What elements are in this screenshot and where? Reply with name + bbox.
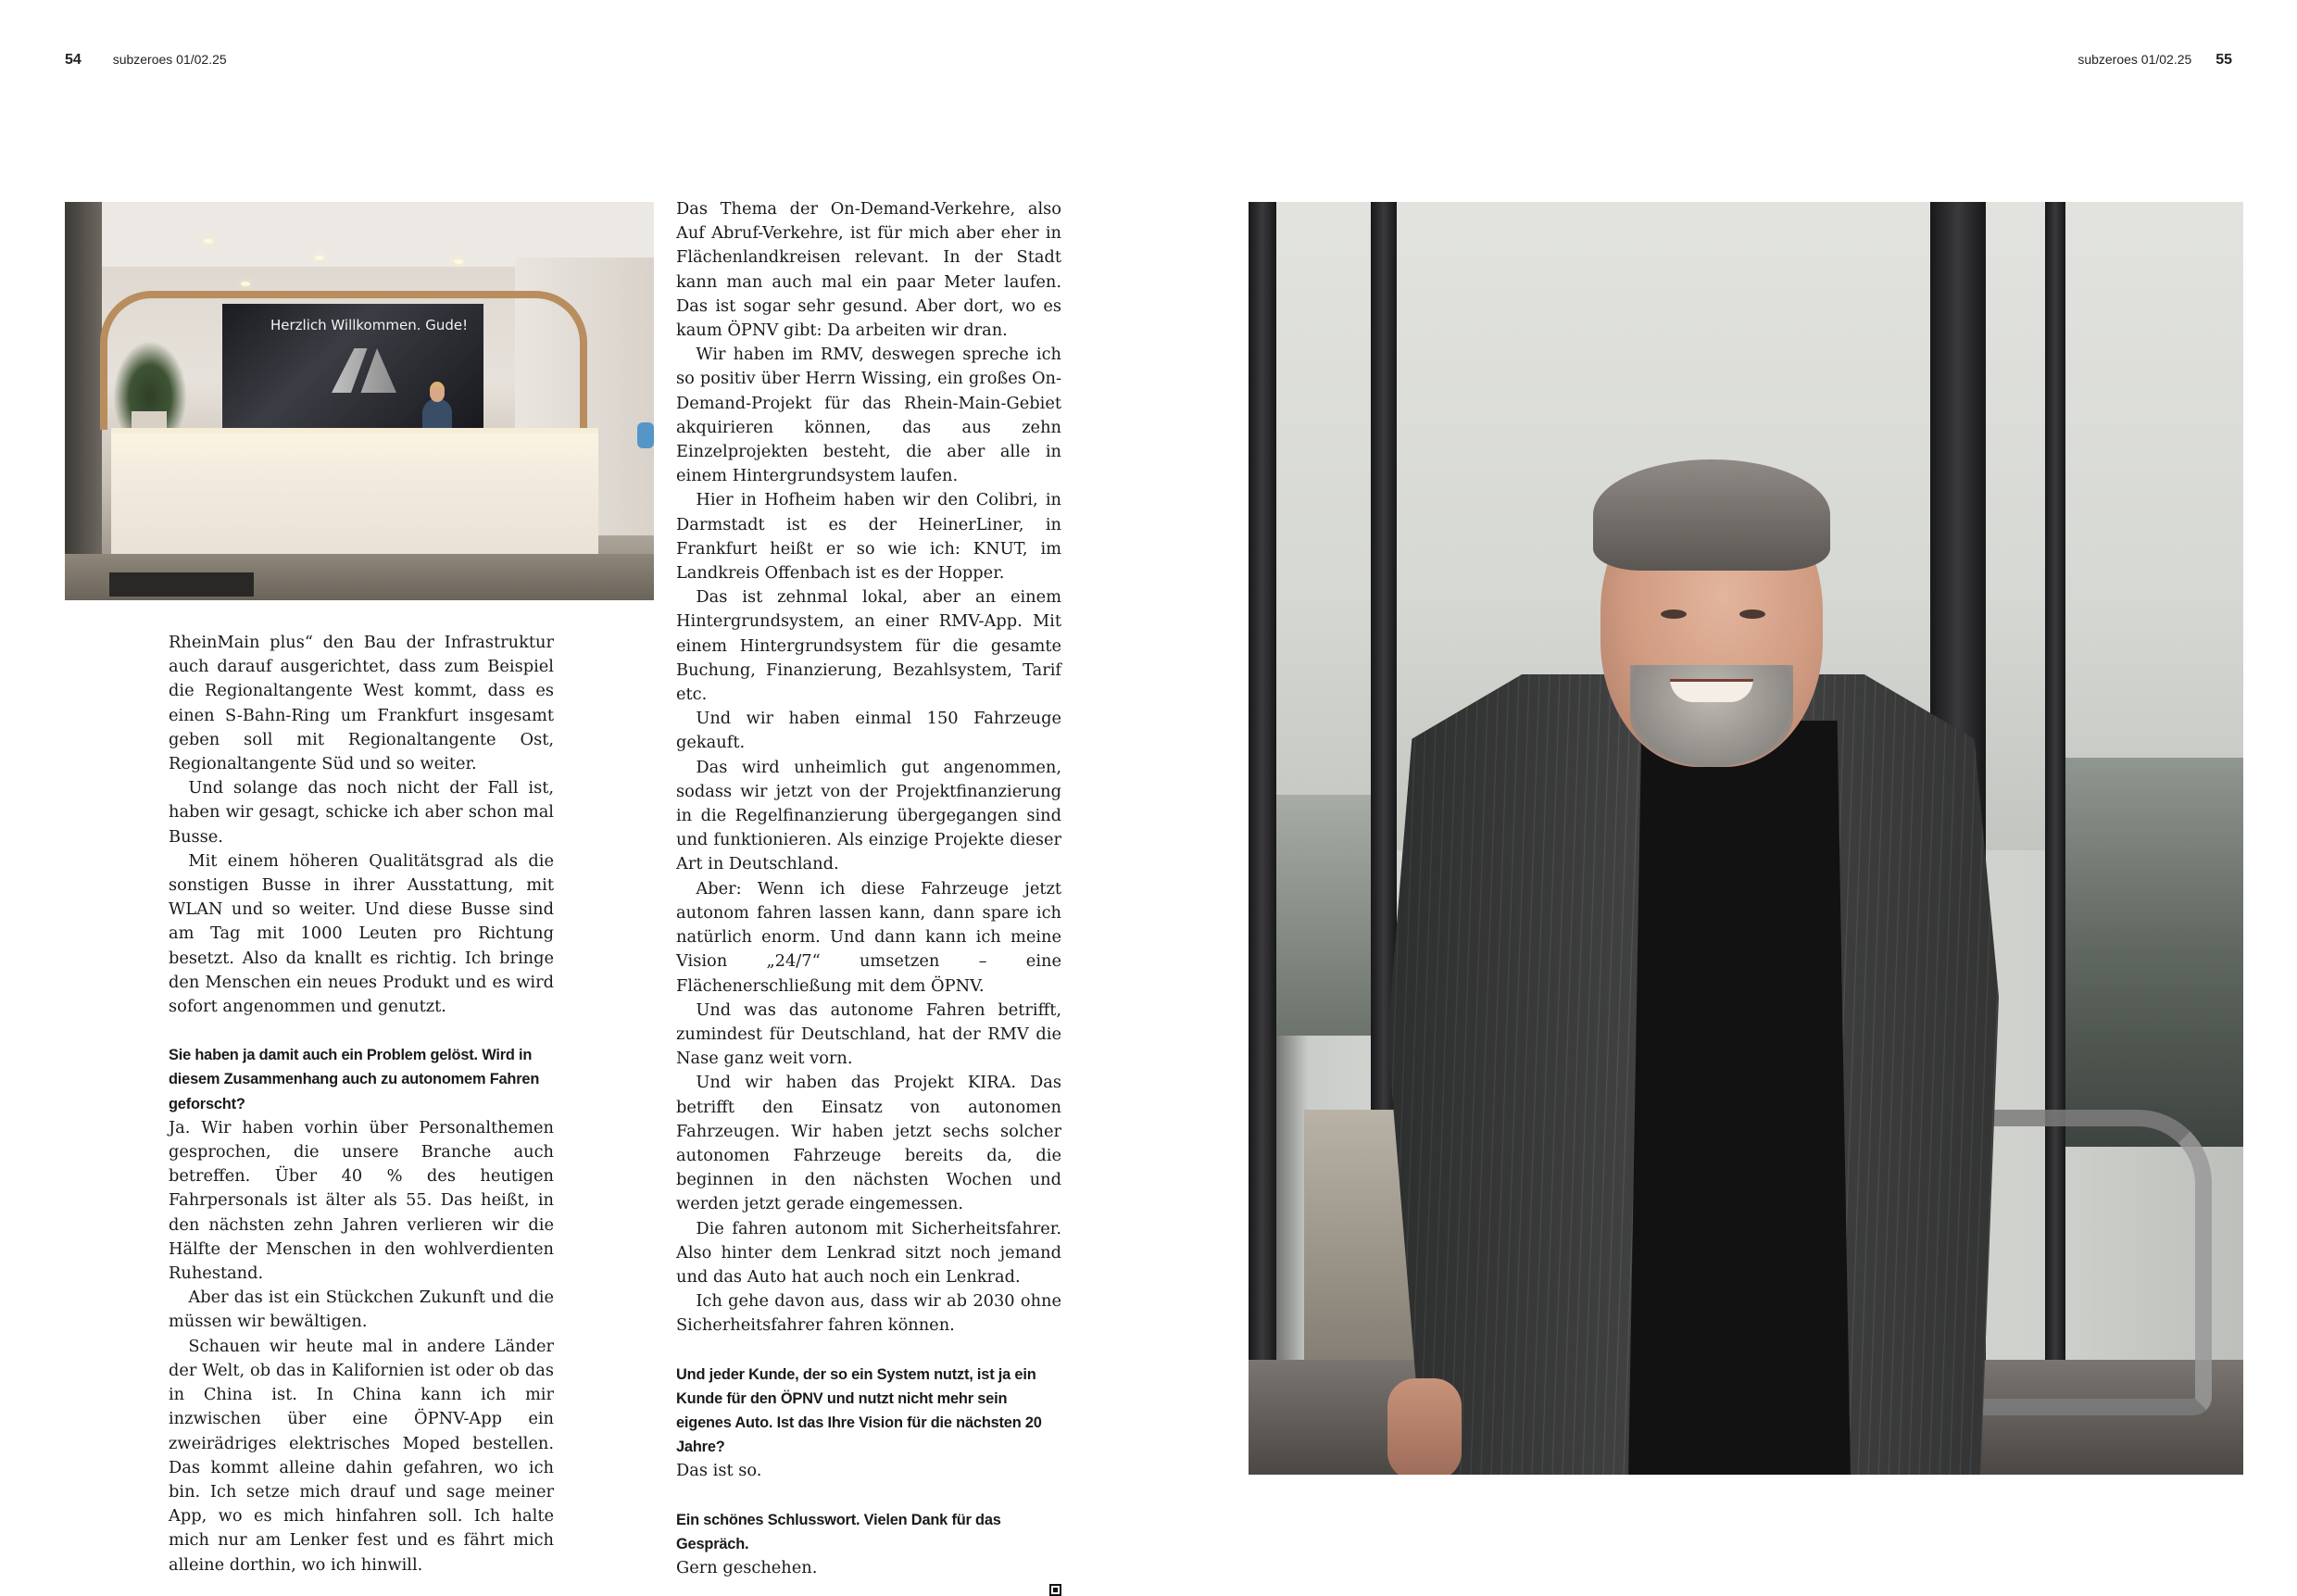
blue-chair — [637, 422, 654, 448]
paragraph: Und wir haben einmal 150 Fahrzeuge gekauft. — [676, 709, 1061, 753]
lobby-reception-photo — [65, 202, 654, 600]
paragraph: Aber das ist ein Stückchen Zukunft und die müssen wir bewältigen. — [169, 1288, 554, 1332]
paragraph: Und wir haben das Projekt KIRA. Das betrifft den Einsatz von autonomen Fahrzeugen. Wir haben jetzt sechs solcher autonomen Fahrzeuge bereits da, die beginnen in den nächsten Wochen und werden jetzt gerade eingemessen. — [676, 1073, 1061, 1214]
paragraph: Schauen wir heute mal in andere Länder der Welt, ob das in Kalifornien ist oder ob das in China ist. In China kann ich mir inzwischen über eine ÖPNV-App ein zweirädriges elektrisches Moped bestellen. Das kommt alleine dahin gefahren, wo ich bin. Ich setze mich drauf und sage meiner App, wo es mich hinfahren soll. Ich halte mich nur am Lenker fest und es fährt mich alleine dorthin, wo ich hinwill. — [169, 1336, 554, 1575]
left-page-number: 54 — [65, 52, 82, 68]
paragraph: Und solange das noch nicht der Fall ist, haben wir gesagt, schicke ich aber schon mal Busse. — [169, 778, 554, 847]
ceiling-light — [241, 282, 250, 286]
paragraph: RheinMain plus“ den Bau der Infrastruktur auch darauf ausgerichtet, dass zum Beispiel die Regionaltangente West kommt, dass es einen S-Bahn-Ring um Frankfurt insgesamt geben soll mit Regionaltangente Ost, Regionaltangente Süd und so weiter. — [169, 633, 554, 774]
interview-question: Sie haben ja damit auch ein Problem gelöst. Wird in diesem Zusammenhang auch zu autonomem Fahren geforscht? — [169, 1047, 540, 1112]
paragraph: Hier in Hofheim haben wir den Colibri, in Darmstadt ist es der HeinerLiner, in Frankfurt heißt er so wie ich: KNUT, im Landkreis Offenbach ist es der Hopper. — [676, 490, 1061, 584]
paragraph: Das Thema der On-Demand-Verkehre, also Auf Abruf-Verkehre, ist für mich aber eher in Flächenlandkreisen relevant. In der Stadt kann man auch mal ein paar Meter laufen. Das ist sogar sehr gesund. Aber dort, wo es kaum ÖPNV gibt: Da arbeiten wir dran. — [676, 199, 1061, 341]
paragraph: Das ist so. — [676, 1461, 762, 1481]
hair — [1593, 459, 1830, 571]
paragraph: Ich gehe davon aus, dass wir ab 2030 ohne Sicherheitsfahrer fahren können. — [676, 1291, 1061, 1336]
interview-question: Ein schönes Schlusswort. Vielen Dank für das Gespräch. — [676, 1511, 1001, 1552]
paragraph: Ja. Wir haben vorhin über Personalthemen gesprochen, die unsere Branche auch betreffen. Über 40 % des heutigen Fahrpersonals ist älter als 55. Das heißt, in den nächsten zehn Jahren verlieren wir die Hälfte der Menschen in den wohlverdienten Ruhestand. — [169, 1117, 554, 1284]
paragraph: Aber: Wenn ich diese Fahrzeuge jetzt autonom fahren lassen kann, dann spare ich natürlich enorm. Und dann kann ich meine Vision „24/7“ umsetzen – eine Flächenerschließung mit dem ÖPNV. — [676, 878, 1061, 996]
floor-mat — [109, 572, 254, 597]
paragraph: Das ist zehnmal lokal, aber an einem Hintergrundsystem, an einer RMV-App. Mit einem Hintergrundsystem für die gesamte Buchung, Finanzierung, Bezahlsystem, Tarif etc. — [676, 587, 1061, 705]
reception-desk — [111, 428, 598, 559]
black-shirt — [1628, 721, 1851, 1475]
left-page-header — [65, 52, 227, 69]
ceiling-light — [204, 239, 213, 244]
paragraph: Die fahren autonom mit Sicherheitsfahrer. Also hinter dem Lenkrad sitzt noch jemand und das Auto hat auch noch ein Lenkrad. — [676, 1218, 1061, 1287]
smile — [1670, 679, 1753, 702]
interview-question: Und jeder Kunde, der so ein System nutzt, ist ja ein Kunde für den ÖPNV und nutzt nicht mehr sein eigenes Auto. Ist das Ihre Vision für die nächsten 20 Jahre? — [676, 1365, 1042, 1456]
eye — [1661, 609, 1687, 619]
lobby-window — [65, 202, 102, 554]
paragraph: Gern geschehen. — [676, 1557, 818, 1577]
portrait-photo — [1249, 202, 2243, 1475]
welcome-screen-text: Herzlich Willkommen. Gude! — [270, 317, 469, 333]
ceiling-light — [454, 259, 463, 264]
article-column-left — [169, 631, 554, 1577]
right-magazine-issue: subzeroes 01/02.25 — [2077, 52, 2192, 67]
eye — [1739, 609, 1765, 619]
city-view — [2064, 758, 2243, 1147]
paragraph: Und was das autonome Fahren betrifft, zumindest für Deutschland, hat der RMV die Nase ganz weit vorn. — [676, 999, 1061, 1069]
paragraph: Das wird unheimlich gut angenommen, sodass wir jetzt von der Projektfinanzierung in die Regelfinanzierung übergegangen sind und funktionieren. Als einzige Projekte dieser Art in Deutschland. — [676, 757, 1061, 874]
right-page-header — [2077, 52, 2232, 69]
left-magazine-issue: subzeroes 01/02.25 — [112, 52, 227, 67]
window-frame — [1249, 202, 1276, 1475]
right-page-number: 55 — [2215, 52, 2232, 68]
article-end-icon — [1049, 1584, 1061, 1596]
paragraph: Wir haben im RMV, deswegen spreche ich so positiv über Herrn Wissing, ein großes On-Demand-Projekt für das Rhein-Main-Gebiet akquirieren können, das aus zehn Einzelprojekten besteht, die aber alle in einem Hintergrundsystem laufen. — [676, 345, 1061, 486]
ceiling-light — [315, 256, 324, 260]
paragraph: Mit einem höheren Qualitätsgrad als die sonstigen Busse in ihrer Ausstattung, mit WLAN und so weiter. Und diese Busse sind am Tag mit 1000 Leuten pro Richtung besetzt. Also da knallt es richtig. Ich bringe den Menschen ein neues Produkt und es wird sofort angenommen und genutzt. — [169, 850, 554, 1017]
receptionist — [422, 398, 452, 432]
article-column-middle — [676, 197, 1061, 1596]
hand — [1387, 1378, 1462, 1475]
